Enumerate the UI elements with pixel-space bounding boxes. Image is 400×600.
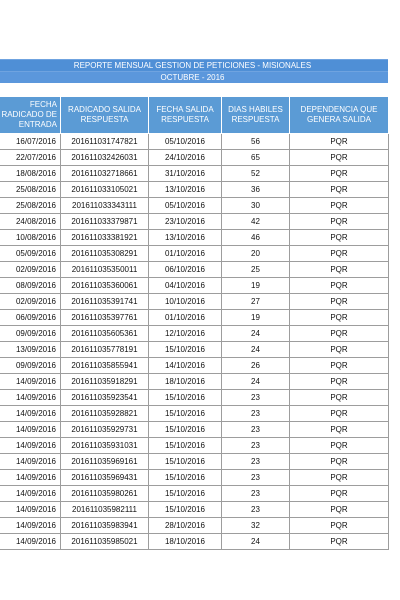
- dependencia-cell: PQR: [290, 134, 389, 150]
- fecha-salida-cell: 05/10/2016: [149, 198, 222, 214]
- dias-habiles-cell: 32: [222, 518, 290, 534]
- fecha-radicado-cell: 14/09/2016: [0, 534, 61, 550]
- radicado-salida-cell: 201611033379871: [61, 214, 149, 230]
- fecha-salida-cell: 31/10/2016: [149, 166, 222, 182]
- fecha-radicado-cell: 18/08/2016: [0, 166, 61, 182]
- table-row: [0, 374, 389, 390]
- dias-habiles-cell: 24: [222, 374, 290, 390]
- dependencia-cell: PQR: [290, 326, 389, 342]
- radicado-salida-cell: 201611033381921: [61, 230, 149, 246]
- fecha-radicado-cell: 22/07/2016: [0, 150, 61, 166]
- dependencia-cell: PQR: [290, 310, 389, 326]
- fecha-salida-cell: 15/10/2016: [149, 502, 222, 518]
- fecha-salida-cell: 15/10/2016: [149, 470, 222, 486]
- fecha-radicado-cell: 25/08/2016: [0, 182, 61, 198]
- radicado-salida-cell: 201611035929731: [61, 422, 149, 438]
- table-row: [0, 214, 389, 230]
- dependencia-cell: PQR: [290, 246, 389, 262]
- table-row: [0, 422, 389, 438]
- dependencia-cell: PQR: [290, 262, 389, 278]
- fecha-salida-cell: 14/10/2016: [149, 358, 222, 374]
- dias-habiles-cell: 23: [222, 406, 290, 422]
- table-row: [0, 454, 389, 470]
- fecha-radicado-cell: 14/09/2016: [0, 422, 61, 438]
- table-row: [0, 294, 389, 310]
- dependencia-cell: PQR: [290, 406, 389, 422]
- dependencia-cell: PQR: [290, 502, 389, 518]
- dependencia-cell: PQR: [290, 454, 389, 470]
- radicado-salida-cell: 201611035923541: [61, 390, 149, 406]
- fecha-radicado-cell: 14/09/2016: [0, 470, 61, 486]
- table-row: [0, 518, 389, 534]
- dependencia-cell: PQR: [290, 470, 389, 486]
- dias-habiles-cell: 46: [222, 230, 290, 246]
- dependencia-cell: PQR: [290, 198, 389, 214]
- fecha-radicado-cell: 14/09/2016: [0, 390, 61, 406]
- table-row: [0, 438, 389, 454]
- dias-habiles-cell: 20: [222, 246, 290, 262]
- radicado-salida-cell: 201611035391741: [61, 294, 149, 310]
- col-header-fecha-radicado: FECHA RADICADO DE ENTRADA: [0, 97, 61, 134]
- dias-habiles-cell: 30: [222, 198, 290, 214]
- table-row: [0, 358, 389, 374]
- radicado-salida-cell: 201611033105021: [61, 182, 149, 198]
- table-row: [0, 230, 389, 246]
- radicado-salida-cell: 201611035308291: [61, 246, 149, 262]
- dependencia-cell: PQR: [290, 214, 389, 230]
- dependencia-cell: PQR: [290, 534, 389, 550]
- fecha-radicado-cell: 02/09/2016: [0, 262, 61, 278]
- fecha-radicado-cell: 05/09/2016: [0, 246, 61, 262]
- col-header-dependencia: DEPENDENCIA QUE GENERA SALIDA: [290, 97, 389, 134]
- fecha-salida-cell: 01/10/2016: [149, 246, 222, 262]
- radicado-salida-cell: 201611035931031: [61, 438, 149, 454]
- fecha-salida-cell: 15/10/2016: [149, 454, 222, 470]
- fecha-salida-cell: 10/10/2016: [149, 294, 222, 310]
- fecha-radicado-cell: 14/09/2016: [0, 406, 61, 422]
- table-body: [0, 134, 389, 550]
- radicado-salida-cell: 201611035983941: [61, 518, 149, 534]
- dependencia-cell: PQR: [290, 390, 389, 406]
- table-row: [0, 262, 389, 278]
- fecha-salida-cell: 28/10/2016: [149, 518, 222, 534]
- fecha-radicado-cell: 14/09/2016: [0, 374, 61, 390]
- fecha-salida-cell: 05/10/2016: [149, 134, 222, 150]
- dependencia-cell: PQR: [290, 486, 389, 502]
- fecha-salida-cell: 12/10/2016: [149, 326, 222, 342]
- fecha-radicado-cell: 06/09/2016: [0, 310, 61, 326]
- dias-habiles-cell: 23: [222, 470, 290, 486]
- report-title: REPORTE MENSUAL GESTION DE PETICIONES - MISIONALES: [0, 59, 388, 71]
- fecha-salida-cell: 15/10/2016: [149, 390, 222, 406]
- table-row: [0, 406, 389, 422]
- table-row: [0, 134, 389, 150]
- dependencia-cell: PQR: [290, 518, 389, 534]
- dependencia-cell: PQR: [290, 182, 389, 198]
- fecha-radicado-cell: 09/09/2016: [0, 358, 61, 374]
- fecha-salida-cell: 04/10/2016: [149, 278, 222, 294]
- table-row: [0, 502, 389, 518]
- header-row: [0, 97, 389, 134]
- dependencia-cell: PQR: [290, 278, 389, 294]
- dias-habiles-cell: 19: [222, 278, 290, 294]
- radicado-salida-cell: 201611032718661: [61, 166, 149, 182]
- fecha-radicado-cell: 14/09/2016: [0, 486, 61, 502]
- fecha-salida-cell: 15/10/2016: [149, 422, 222, 438]
- radicado-salida-cell: 201611035397761: [61, 310, 149, 326]
- dias-habiles-cell: 52: [222, 166, 290, 182]
- radicado-salida-cell: 201611031747821: [61, 134, 149, 150]
- dependencia-cell: PQR: [290, 438, 389, 454]
- dias-habiles-cell: 36: [222, 182, 290, 198]
- fecha-radicado-cell: 24/08/2016: [0, 214, 61, 230]
- fecha-radicado-cell: 16/07/2016: [0, 134, 61, 150]
- fecha-salida-cell: 15/10/2016: [149, 438, 222, 454]
- radicado-salida-cell: 201611035918291: [61, 374, 149, 390]
- fecha-salida-cell: 18/10/2016: [149, 534, 222, 550]
- radicado-salida-cell: 201611035985021: [61, 534, 149, 550]
- radicado-salida-cell: 201611035928821: [61, 406, 149, 422]
- dias-habiles-cell: 24: [222, 326, 290, 342]
- table-row: [0, 278, 389, 294]
- table-row: [0, 182, 389, 198]
- table-row: [0, 246, 389, 262]
- dias-habiles-cell: 42: [222, 214, 290, 230]
- table-row: [0, 326, 389, 342]
- dias-habiles-cell: 65: [222, 150, 290, 166]
- fecha-radicado-cell: 13/09/2016: [0, 342, 61, 358]
- fecha-radicado-cell: 10/08/2016: [0, 230, 61, 246]
- table-row: [0, 342, 389, 358]
- fecha-salida-cell: 06/10/2016: [149, 262, 222, 278]
- dias-habiles-cell: 23: [222, 438, 290, 454]
- radicado-salida-cell: 201611035350011: [61, 262, 149, 278]
- table-row: [0, 166, 389, 182]
- fecha-salida-cell: 13/10/2016: [149, 182, 222, 198]
- fecha-salida-cell: 24/10/2016: [149, 150, 222, 166]
- dias-habiles-cell: 23: [222, 486, 290, 502]
- table-row: [0, 486, 389, 502]
- radicado-salida-cell: 201611035855941: [61, 358, 149, 374]
- dias-habiles-cell: 19: [222, 310, 290, 326]
- table-row: [0, 310, 389, 326]
- fecha-radicado-cell: 14/09/2016: [0, 454, 61, 470]
- radicado-salida-cell: 201611035969161: [61, 454, 149, 470]
- dependencia-cell: PQR: [290, 166, 389, 182]
- radicado-salida-cell: 201611035360061: [61, 278, 149, 294]
- dias-habiles-cell: 24: [222, 534, 290, 550]
- radicado-salida-cell: 201611033343111: [61, 198, 149, 214]
- fecha-salida-cell: 15/10/2016: [149, 342, 222, 358]
- dias-habiles-cell: 25: [222, 262, 290, 278]
- table-row: [0, 390, 389, 406]
- col-header-radicado-salida: RADICADO SALIDA RESPUESTA: [61, 97, 149, 134]
- dependencia-cell: PQR: [290, 422, 389, 438]
- table-row: [0, 534, 389, 550]
- dias-habiles-cell: 23: [222, 422, 290, 438]
- dias-habiles-cell: 56: [222, 134, 290, 150]
- radicado-salida-cell: 201611032426031: [61, 150, 149, 166]
- fecha-salida-cell: 15/10/2016: [149, 406, 222, 422]
- fecha-salida-cell: 01/10/2016: [149, 310, 222, 326]
- fecha-radicado-cell: 14/09/2016: [0, 502, 61, 518]
- dependencia-cell: PQR: [290, 230, 389, 246]
- dias-habiles-cell: 23: [222, 502, 290, 518]
- dependencia-cell: PQR: [290, 358, 389, 374]
- fecha-salida-cell: 23/10/2016: [149, 214, 222, 230]
- fecha-salida-cell: 15/10/2016: [149, 486, 222, 502]
- dias-habiles-cell: 23: [222, 390, 290, 406]
- radicado-salida-cell: 201611035778191: [61, 342, 149, 358]
- table-row: [0, 470, 389, 486]
- dias-habiles-cell: 26: [222, 358, 290, 374]
- radicado-salida-cell: 201611035605361: [61, 326, 149, 342]
- table-row: [0, 150, 389, 166]
- fecha-radicado-cell: 25/08/2016: [0, 198, 61, 214]
- dias-habiles-cell: 23: [222, 454, 290, 470]
- petitions-table: [0, 96, 389, 550]
- dependencia-cell: PQR: [290, 150, 389, 166]
- fecha-radicado-cell: 14/09/2016: [0, 438, 61, 454]
- dependencia-cell: PQR: [290, 342, 389, 358]
- fecha-radicado-cell: 09/09/2016: [0, 326, 61, 342]
- table-row: [0, 198, 389, 214]
- report-period: OCTUBRE - 2016: [0, 71, 388, 83]
- radicado-salida-cell: 201611035982111: [61, 502, 149, 518]
- fecha-radicado-cell: 08/09/2016: [0, 278, 61, 294]
- dependencia-cell: PQR: [290, 294, 389, 310]
- dependencia-cell: PQR: [290, 374, 389, 390]
- radicado-salida-cell: 201611035969431: [61, 470, 149, 486]
- col-header-fecha-salida: FECHA SALIDA RESPUESTA: [149, 97, 222, 134]
- dias-habiles-cell: 27: [222, 294, 290, 310]
- fecha-salida-cell: 18/10/2016: [149, 374, 222, 390]
- fecha-radicado-cell: 14/09/2016: [0, 518, 61, 534]
- dias-habiles-cell: 24: [222, 342, 290, 358]
- fecha-salida-cell: 13/10/2016: [149, 230, 222, 246]
- report-sheet: [0, 59, 388, 550]
- fecha-radicado-cell: 02/09/2016: [0, 294, 61, 310]
- spacer: [0, 83, 388, 96]
- col-header-dias-habiles: DIAS HABILES RESPUESTA: [222, 97, 290, 134]
- radicado-salida-cell: 201611035980261: [61, 486, 149, 502]
